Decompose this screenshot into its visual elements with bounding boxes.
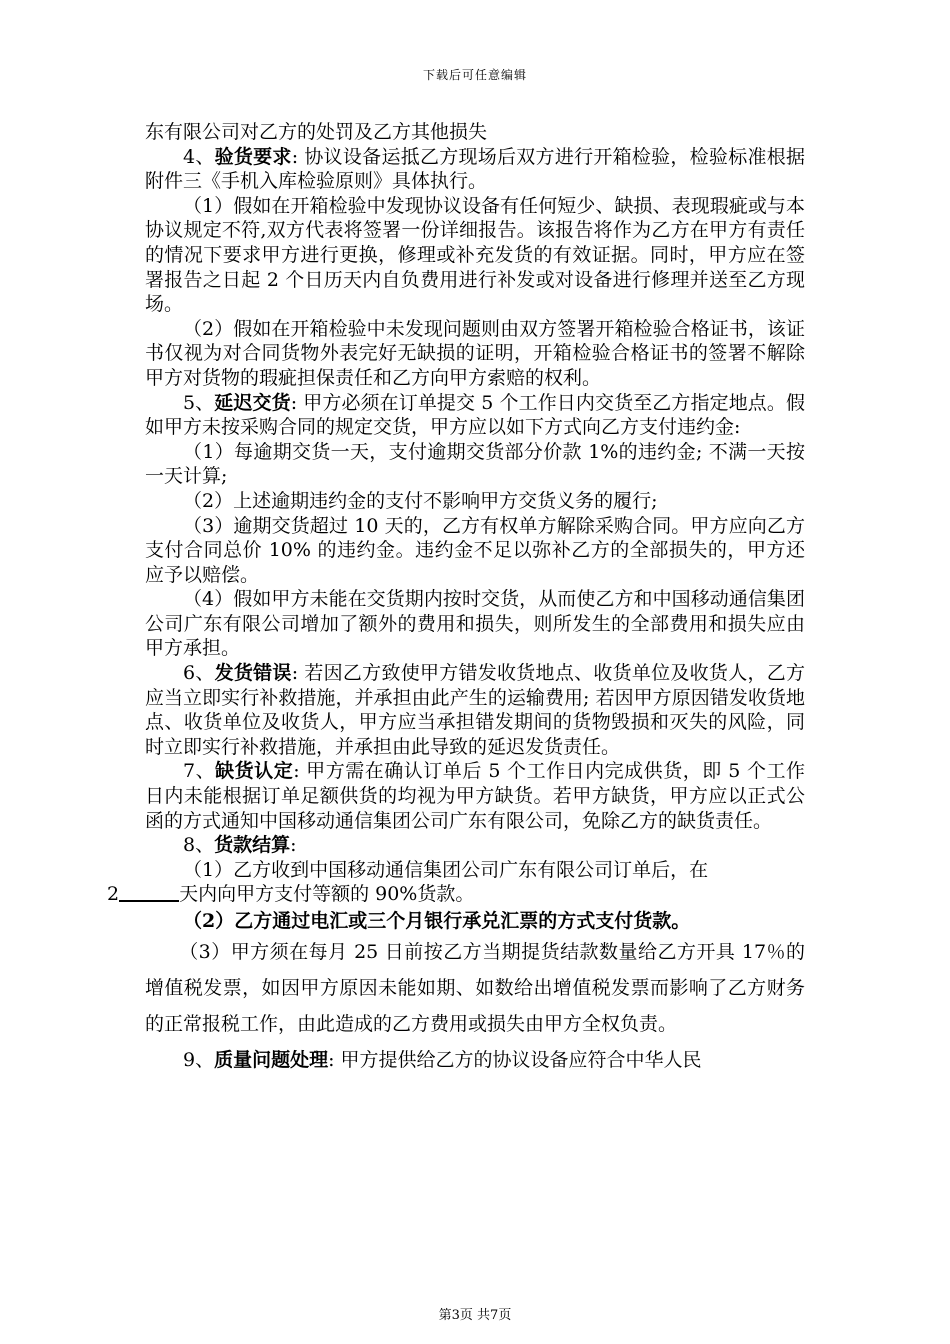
section-title: 货款结算: [214, 834, 291, 857]
section-title: 延迟交货: [214, 391, 291, 414]
section-6: [145, 661, 805, 759]
clause-5-1: （1）每逾期交货一天，支付逾期交货部分价款 1%的违约金; 不满一天按一天计算;: [145, 440, 805, 488]
section-9: [145, 1048, 805, 1073]
section-body: : 甲方必须在订单提交 5 个工作日内交货至乙方指定地点。假如甲方未按采购合同的规定交货，甲方应以如下方式向乙方支付违约金:: [145, 391, 805, 439]
page-header: 下载后可任意编辑: [422, 68, 527, 82]
clause-5-4: （4）假如甲方未能在交货期内按时交货，从而使乙方和中国移动通信集团公司广东有限公司增加了额外的费用和损失，则所发生的全部费用和损失应由甲方承担。: [145, 588, 805, 660]
section-body: : 甲方需在确认订单后 5 个工作日内完成供货，即 5 个工作日内未能根据订单足额供货的均视为甲方缺货。若甲方缺货，甲方应以正式公函的方式通知中国移动通信集团公司广东有限公司，免除乙方的缺货责任。: [145, 760, 805, 832]
section-body: : 甲方提供给乙方的协议设备应符合中华人民: [328, 1048, 702, 1071]
clause-text: 天内向甲方支付等额的 90%货款。: [179, 883, 475, 906]
section-title: 质量问题处理: [214, 1048, 329, 1071]
section-body: : 若因乙方致使甲方错发收货地点、收货单位及收货人，乙方应当立即实行补救措施，并承担由此产生的运输费用; 若因甲方原因错发收货地点、收货单位及收货人，甲方应当承担错发期间的货物毁损和灭失的风险，同时立即实行补救措施，并承担由此导致的延迟发货责任。: [145, 662, 805, 758]
clause-8-1: [107, 858, 805, 907]
clause-4-2: （2）假如在开箱检验中未发现问题则由双方签署开箱检验合格证书，该证书仅视为对合同货物外表完好无缺损的证明，开箱检验合格证书的签署不解除甲方对货物的瑕疵担保责任和乙方向甲方索赔的权利。: [145, 317, 805, 389]
section-title: 验货要求: [214, 145, 292, 168]
clause-4-1: （1）假如在开箱检验中发现协议设备有任何短少、缺损、表现瑕疵或与本协议规定不符,双方代表将签署一份详细报告。该报告将作为乙方在甲方有责任的情况下要求甲方进行更换，修理或补充发货的有效证据。同时，甲方应在签署报告之日起 2 个日历天内自负费用进行补发或对设备进行修理并送至乙方现场。: [145, 194, 805, 316]
section-colon: :: [290, 834, 297, 857]
section-number: 7、: [183, 760, 216, 783]
section-number: 4、: [183, 145, 215, 168]
paragraph: 东有限公司对乙方的处罚及乙方其他损失: [145, 121, 488, 143]
clause-text: 2: [107, 883, 120, 906]
section-8: [145, 833, 805, 858]
section-7: [145, 759, 805, 833]
section-title: 发货错误: [214, 662, 292, 685]
document-body: [107, 120, 805, 1072]
clause-5-3: （3）逾期交货超过 10 天的，乙方有权单方解除采购合同。甲方应向乙方支付合同总价 10% 的违约金。违约金不足以弥补乙方的全部损失的，甲方还应予以赔偿。: [145, 514, 805, 586]
section-body: : 协议设备运抵乙方现场后双方进行开箱检验，检验标准根据附件三《手机入库检验原则》具体执行。: [145, 145, 805, 193]
section-4: [145, 145, 805, 194]
section-number: 5、: [183, 391, 215, 414]
clause-text: （1）乙方收到中国移动通信集团公司广东有限公司订单后，在: [183, 858, 709, 881]
section-title: 缺货认定: [215, 760, 294, 783]
page-footer: 第3页 共7页: [438, 1308, 512, 1323]
section-number: 8、: [183, 834, 215, 857]
section-number: 9、: [183, 1048, 215, 1071]
section-5: [145, 391, 805, 440]
clause-8-2: （2）乙方通过电汇或三个月银行承兑汇票的方式支付货款。: [183, 910, 691, 932]
clause-8-3: （3）甲方须在每月 25 日前按乙方当期提货结款数量给乙方开具 17％的增值税发票，如因甲方原因未能如期、如数给出增值税发票而影响了乙方财务的正常报税工作，由此造成的乙方费用或损失由甲方全权负责。: [145, 940, 805, 1035]
section-number: 6、: [183, 662, 215, 685]
fill-in-blank: [119, 882, 179, 902]
clause-5-2: （2）上述逾期违约金的支付不影响甲方交货义务的履行;: [183, 489, 658, 512]
